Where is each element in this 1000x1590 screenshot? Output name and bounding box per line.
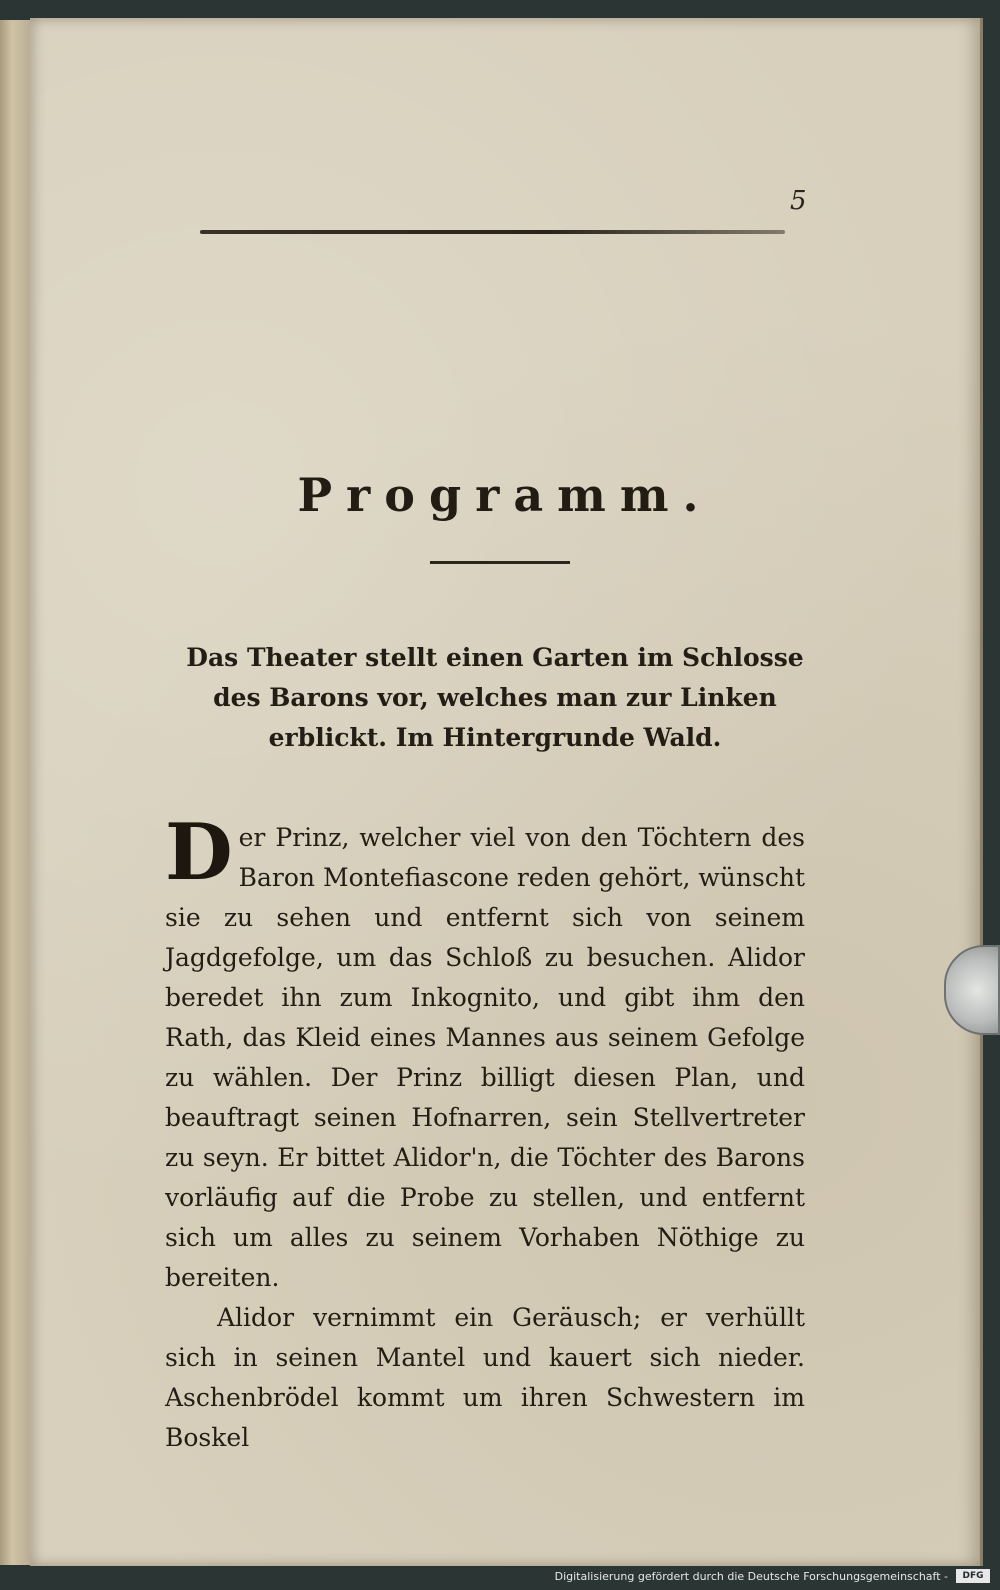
page-title: Programm. [297,468,713,522]
paragraph-1 [165,807,805,1298]
digitization-credit: Digitalisierung gefördert durch die Deutsche Forschungsgemeinschaft - [554,1570,948,1583]
header-rule [200,230,785,234]
book-page [30,18,983,1566]
paragraph-2: Alidor vernimmt ein Geräusch; er verhüllt sich in seinen Mantel und kauert sich nieder. Aschenbrödel kommt um ihren Schwestern im Boskel [165,1303,805,1452]
paragraph-1-text: er Prinz, welcher viel von den Töchtern des Baron Montefiascone reden gehört, wünscht sie zu sehen und entfernt sich von seinem Jagdgefolge, um das Schloß zu besuchen. Alidor beredet ihn zum Inkognito, und gibt ihm den Rath, das Kleid eines Mannes aus seinem Gefolge zu wählen. Der Prinz billigt diesen Plan, und beauftragt seinen Hofnarren, sein Stellvertreter zu seyn. Er bittet Alidor'n, die Töchter des Barons vorläufig auf die Probe zu stellen, und entfernt sich um alles zu seinem Vorhaben Nöthige zu bereiten. [165,823,805,1292]
dfg-logo: DFG [956,1569,990,1583]
body-text [165,807,805,1458]
title-rule [430,561,570,564]
stage-direction: Das Theater stellt einen Garten im Schlosse des Barons vor, welches man zur Linken erblickt. Im Hintergrunde Wald. [186,643,804,752]
drop-cap: D [165,807,233,898]
page-number: 5 [790,186,807,216]
book-left-edge [0,20,32,1565]
